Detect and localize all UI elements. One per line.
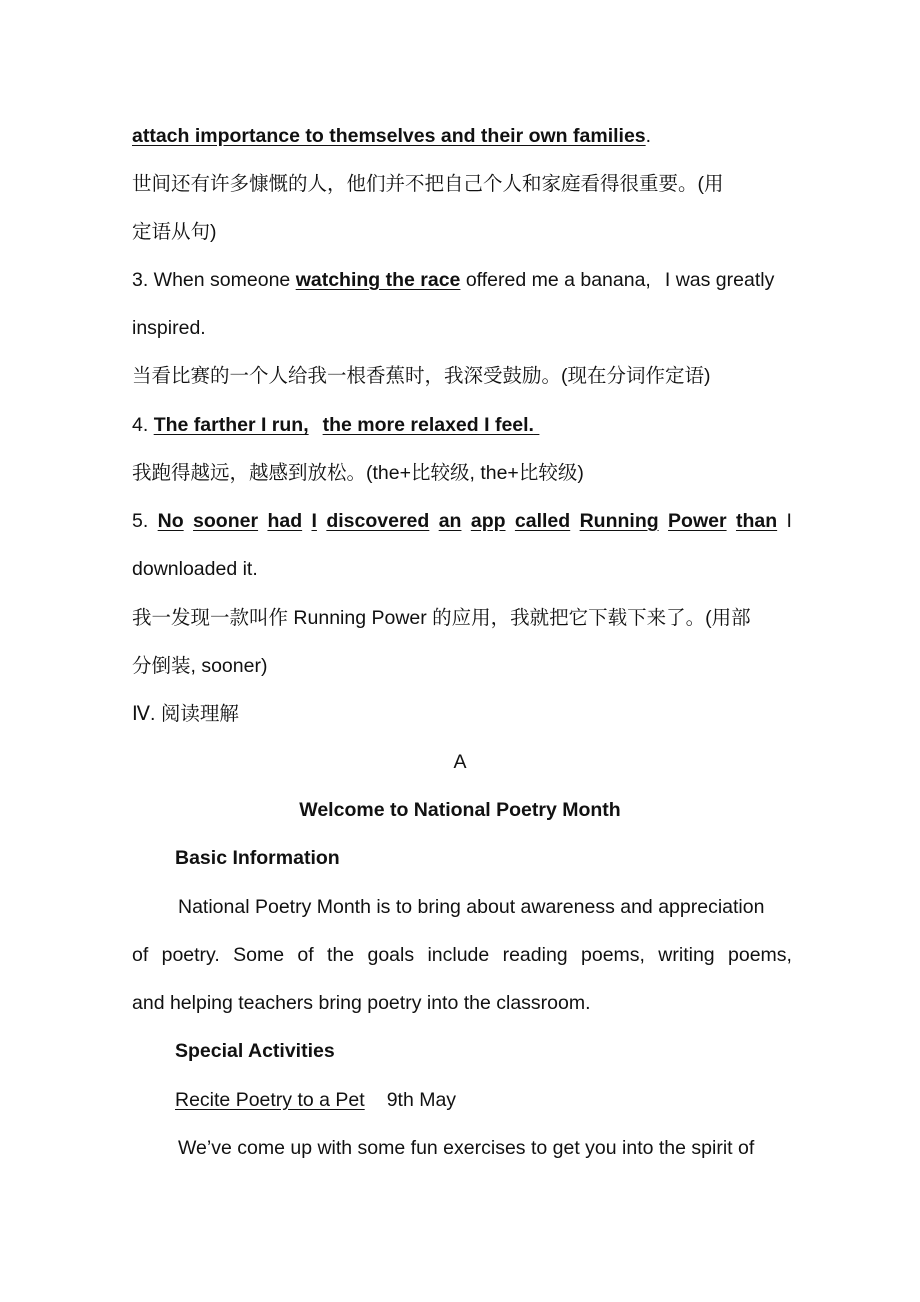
- item2-chinese-line2: 定语从句): [132, 221, 217, 243]
- basic-word: poems,: [581, 944, 645, 966]
- basic-word: of: [132, 944, 149, 966]
- activity-line: [175, 1086, 835, 1114]
- basic-info-line3: and helping teachers bring poetry into the classroom.: [132, 992, 591, 1014]
- item5-word: Power: [668, 510, 727, 532]
- item5-word: discovered: [326, 510, 430, 532]
- item3-english-line: [132, 266, 792, 294]
- item3-answer: watching the race: [295, 269, 461, 291]
- item3-rest-2: I was greatly: [664, 269, 775, 291]
- basic-word: goals: [367, 944, 415, 966]
- section-heading: Ⅳ. 阅读理解: [132, 703, 239, 725]
- basic-info-line1: National Poetry Month is to bring about awareness and appreciation: [178, 896, 765, 918]
- item5-english-line: [132, 507, 792, 535]
- basic-word: poems,: [728, 944, 792, 966]
- item4-chinese: 我跑得越远，越感到放松。(the+比较级, the+比较级): [132, 462, 584, 484]
- basic-word: include: [427, 944, 490, 966]
- item3-continuation: inspired.: [132, 317, 206, 339]
- activity-date: 9th May: [386, 1089, 457, 1111]
- basic-word: reading: [502, 944, 568, 966]
- item4-answer-part1: The farther I run,: [153, 414, 309, 436]
- item4-answer-part2: the more relaxed I feel.: [322, 414, 534, 436]
- basic-word: of: [297, 944, 314, 966]
- item5-continuation: downloaded it.: [132, 558, 258, 580]
- basic-word: poetry.: [161, 944, 220, 966]
- basic-info-heading: Basic Information: [175, 847, 340, 869]
- item5-tail: I: [786, 510, 792, 532]
- item3-chinese: 当看比赛的一个人给我一根香蕉时，我深受鼓励。(现在分词作定语): [132, 365, 711, 387]
- basic-word: writing: [658, 944, 715, 966]
- item5-word: I: [311, 510, 317, 532]
- item2-answer: attach importance to themselves and their own families: [132, 125, 646, 147]
- activity-paragraph-line1: We’ve come up with some fun exercises to get you into the spirit of: [178, 1137, 755, 1159]
- item5-word: than: [735, 510, 778, 532]
- item5-word: app: [470, 510, 506, 532]
- item5-word: called: [514, 510, 571, 532]
- item5-word: No: [157, 510, 184, 532]
- item3-number: 3. When someone: [132, 269, 296, 291]
- item5-number: 5.: [132, 510, 149, 532]
- item2-chinese-line1: 世间还有许多慷慨的人，他们并不把自己个人和家庭看得很重要。(用: [132, 173, 724, 195]
- item4-answer: [154, 414, 540, 436]
- passage-letter: A: [453, 751, 467, 773]
- item4-english-line: [132, 411, 792, 439]
- item4-number: 4.: [132, 414, 154, 436]
- item5-word: sooner: [193, 510, 259, 532]
- basic-info-line2: [132, 941, 792, 969]
- item5-word: Running: [579, 510, 659, 532]
- item2-period: .: [645, 125, 652, 147]
- item3-rest-1: offered me a banana,: [460, 269, 651, 291]
- item2-english-line: [132, 122, 792, 150]
- item5-word: an: [438, 510, 462, 532]
- basic-word: Some: [233, 944, 285, 966]
- passage-title: Welcome to National Poetry Month: [299, 799, 621, 821]
- item5-word: had: [267, 510, 303, 532]
- item5-chinese-line1: 我一发现一款叫作 Running Power 的应用，我就把它下载下来了。(用部: [132, 607, 751, 629]
- special-activities-heading: Special Activities: [175, 1040, 335, 1062]
- item5-chinese-line2: 分倒装, sooner): [132, 655, 268, 677]
- basic-word: the: [327, 944, 355, 966]
- activity-name: Recite Poetry to a Pet: [175, 1089, 365, 1111]
